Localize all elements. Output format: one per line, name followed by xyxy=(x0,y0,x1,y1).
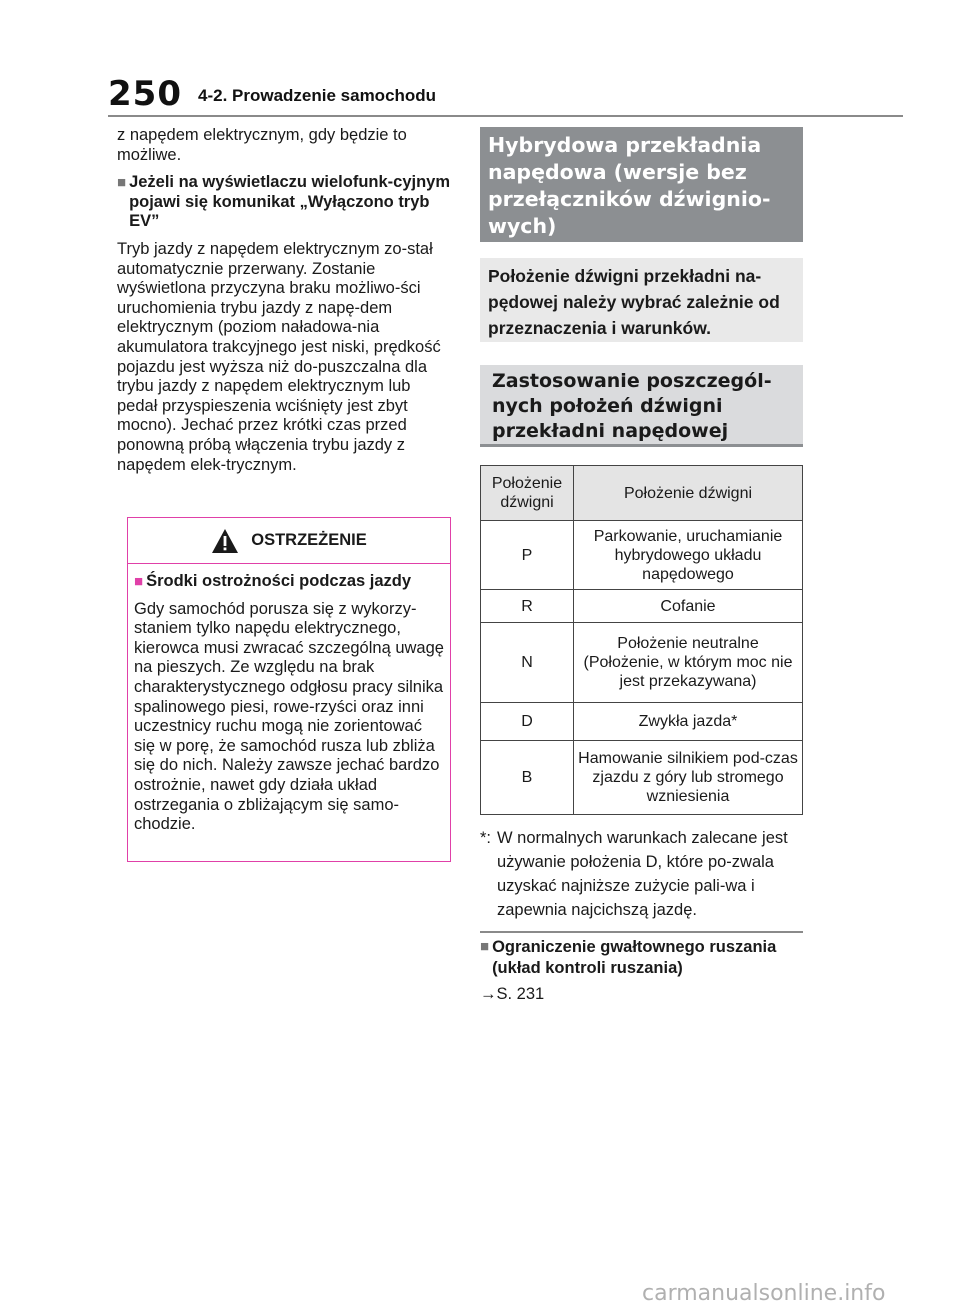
description-cell: Hamowanie silnikiem pod-czas zjazdu z góry lub stromego wzniesienia xyxy=(574,741,803,815)
start-control-subheading: ■ Ograniczenie gwałtownego ruszania (układ kontroli ruszania) xyxy=(480,938,777,977)
table-header-cell: Położenie dźwigni xyxy=(481,466,574,521)
footnote-mark: *: xyxy=(480,829,492,847)
description-cell: Cofanie xyxy=(574,590,803,623)
square-bullet-icon: ■ xyxy=(117,174,127,192)
watermark: carmanualsonline.info xyxy=(642,1281,886,1306)
footnote-text: W normalnych warunkach zalecane jest używanie położenia D, które po-zwala uzyskać najniższe zużycie pali-wa i zapewnia najcichszą jazdę. xyxy=(497,829,788,919)
ev-off-body: Tryb jazdy z napędem elektrycznym zo-stał automatycznie przerwany. Zostanie wyświetlona przyczyna braku możliwo-ści uruchomienia trybu jazdy z napę-dem elektrycznym (poziom naładowa-nia akumulatora trakcyjnego jest niski, prędkość pojazdu jest wyższa niż do-puszczalna dla trybu jazdy z napędem elektrycznym lub pedał przyspieszenia wciśnięty jest zbyt mocno). Jechać przez krótki czas przed ponowną próbą włączenia trybu jazdy z napędem elek-trycznym. xyxy=(117,239,441,474)
divider xyxy=(480,931,803,933)
arrow-right-icon: → xyxy=(480,985,497,1003)
warning-subheading: ■ Środki ostrożności podczas jazdy xyxy=(134,572,412,590)
table-row xyxy=(481,703,803,741)
warning-title: OSTRZEŻENIE xyxy=(251,531,367,549)
table-row xyxy=(481,623,803,703)
ev-off-subheading: ■ Jeżeli na wyświetlaczu wielofunk-cyjnym pojawi się komunikat „Wyłączono tryb EV” xyxy=(117,173,451,231)
description-cell: Parkowanie, uruchamianie hybrydowego układu napędowego xyxy=(574,521,803,590)
position-cell: B xyxy=(481,741,574,815)
page-reference-text: S. 231 xyxy=(496,985,545,1003)
position-cell: P xyxy=(481,521,574,590)
square-bullet-icon: ■ xyxy=(134,573,144,590)
table-header-row xyxy=(481,466,803,521)
description-cell: Zwykła jazda* xyxy=(574,703,803,741)
position-cell: R xyxy=(481,590,574,623)
table-row xyxy=(481,521,803,590)
header-rule xyxy=(108,115,903,117)
warning-box xyxy=(127,517,451,862)
section-title: 4-2. Prowadzenie samochodu xyxy=(198,86,437,105)
start-control-block xyxy=(480,937,803,979)
table-footnote xyxy=(480,826,803,922)
warning-header xyxy=(128,518,450,564)
warning-triangle-icon xyxy=(211,528,239,554)
description-cell: Położenie neutralne (Położenie, w którym moc nie jest przekazywana) xyxy=(574,623,803,703)
lead-box: Położenie dźwigni przekładni na-pędowej należy wybrać zależnie od przeznaczenia i warunków. xyxy=(480,258,803,342)
intro-text: z napędem elektrycznym, gdy będzie to możliwe. xyxy=(117,126,407,164)
table-header-cell: Położenie dźwigni xyxy=(574,466,803,521)
left-column xyxy=(117,126,454,475)
position-cell: D xyxy=(481,703,574,741)
gear-position-table xyxy=(480,465,803,815)
square-bullet-icon: ■ xyxy=(480,938,490,955)
table-heading: Zastosowanie poszczegól-nych położeń dźwigni przekładni napędowej xyxy=(480,365,803,447)
section-banner: Hybrydowa przekładnia napędowa (wersje bez przełączników dźwignio-wych) xyxy=(480,127,803,242)
page-reference[interactable] xyxy=(480,985,544,1004)
table-row xyxy=(481,590,803,623)
page-number: 250 xyxy=(108,74,182,114)
table-row xyxy=(481,741,803,815)
warning-body-text: Gdy samochód porusza się z wykorzy-staniem tylko napędu elektrycznego, kierowca musi zwracać szczególną uwagę na pieszych. Ze względu na brak charakterystycznego odgłosu pracy silnika spalinowego piesi, rowe-rzyści oraz inni uczestnicy ruchu mogą nie zorientować się w porę, że samochód rusza lub zbliża się do nich. Należy zawsze jechać bardzo ostrożnie, nawet gdy działa układ ostrzegania o zbliżającym się samo-chodzie. xyxy=(134,599,444,834)
position-cell: N xyxy=(481,623,574,703)
